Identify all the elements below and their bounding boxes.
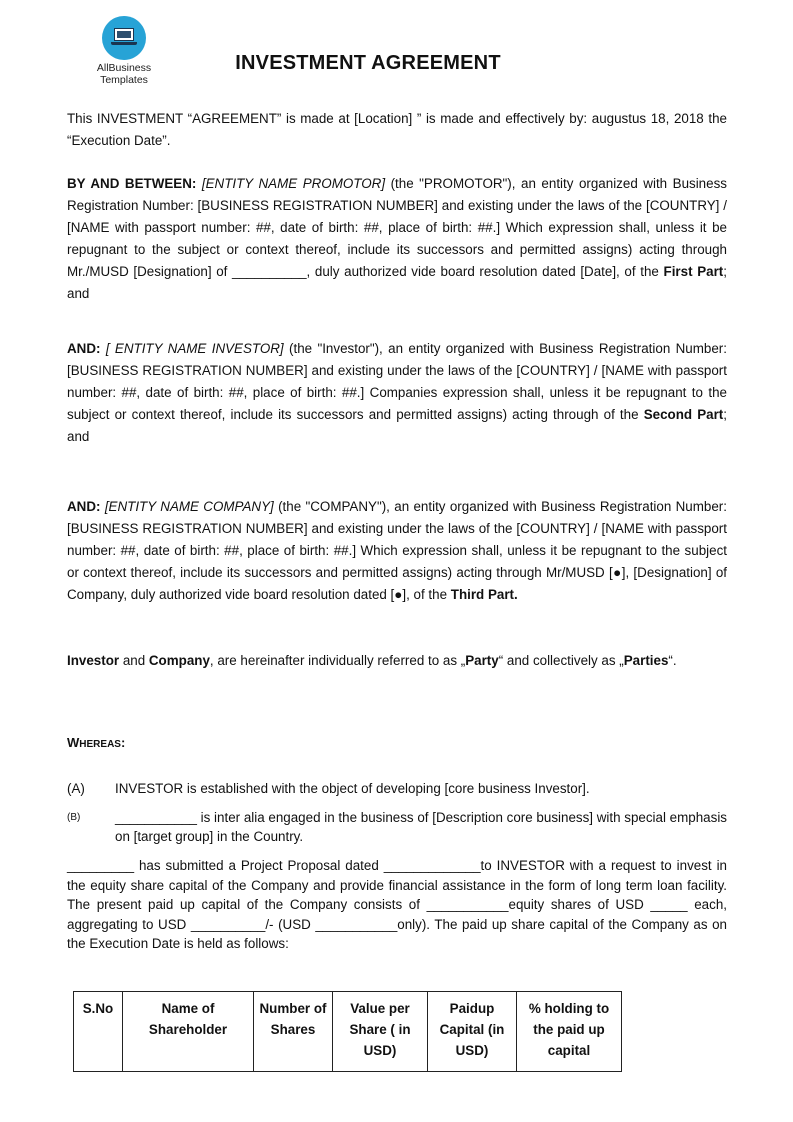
logo-line-2: Templates xyxy=(100,74,148,86)
party-tail: ; and xyxy=(67,264,727,301)
parties-definition-paragraph xyxy=(67,650,727,672)
entity-name-promotor: [ENTITY NAME PROMOTOR] xyxy=(201,176,386,191)
entity-name-investor: [ ENTITY NAME INVESTOR] xyxy=(100,341,284,356)
document-title: INVESTMENT AGREEMENT xyxy=(235,52,501,74)
intro-paragraph xyxy=(67,108,727,152)
party-lead: BY AND BETWEEN: xyxy=(67,176,197,191)
party-part: Third Part. xyxy=(450,587,518,602)
party-lead: AND: xyxy=(67,499,101,514)
recital-b-text: ___________ is inter alia engaged in the business of [Description core business] with special emphasis on [target group] in the Country. xyxy=(115,810,727,844)
project-proposal-paragraph xyxy=(67,856,727,954)
party-body: (the "PROMOTOR"), an entity organized with Business Registration Number: [BUSINESS REGISTRATION NUMBER] and existing under the laws of the [COUNTRY] / [NAME with passport number: ##, date of birth: ##, place of birth: ##.] Which expression shall, unless it be repugnant to the subject or context thereof, include its successors and permitted assigns) acting through Mr./MUSD [Designation] of __________, duly authorized vide board resolution dated [Date], of the xyxy=(67,176,727,279)
party-company-paragraph xyxy=(67,496,727,606)
party-tail: ; and xyxy=(67,407,727,444)
investor-term: Investor xyxy=(67,653,120,668)
party-investor-paragraph xyxy=(67,338,727,448)
recital-b-mark: (B) xyxy=(67,812,81,823)
logo-line-1: AllBusiness xyxy=(96,62,152,74)
shareholder-table xyxy=(73,991,622,1072)
header-sno: S.No xyxy=(74,992,123,1072)
entity-name-company: [ENTITY NAME COMPANY] xyxy=(100,499,274,514)
recital-a-mark: (A) xyxy=(67,781,85,796)
header-number-of-shares: Number of Shares xyxy=(254,992,333,1072)
party-part: First Part xyxy=(663,264,724,279)
header-paidup-capital: Paidup Capital (in USD) xyxy=(428,992,517,1072)
table-header-row xyxy=(74,992,622,1072)
header-value-per-share: Value per Share ( in USD) xyxy=(333,992,428,1072)
party-body: (the "Investor"), an entity organized with Business Registration Number: [BUSINESS REGISTRATION NUMBER] and existing under the laws of the [COUNTRY] / [NAME with passport number: ##, date of birth: ##, place of birth: ##.] Companies expression shall, unless it be repugnant to the subject or context thereof, include its successors and permitted assigns) acting through of the xyxy=(67,341,727,422)
recital-a xyxy=(67,779,727,798)
header-holding: % holding to the paid up capital xyxy=(517,992,622,1072)
company-logo xyxy=(88,16,160,86)
intro-text: This INVESTMENT “AGREEMENT” is made at [Location] ” is made and effectively by: augustus 18, 2018 the “Execution Date”. xyxy=(67,111,727,148)
parties-term: Parties xyxy=(623,653,669,668)
parties-end: “. xyxy=(668,653,677,668)
party-promotor-paragraph xyxy=(67,173,727,305)
whereas-colon: : xyxy=(120,735,126,750)
parties-mid: , are hereinafter individually referred to as „ xyxy=(209,653,466,668)
parties-and: and xyxy=(119,653,149,668)
party-term: Party xyxy=(465,653,499,668)
party-part: Second Part xyxy=(643,407,724,422)
company-term: Company xyxy=(148,653,210,668)
party-body: (the "COMPANY"), an entity organized with Business Registration Number: [BUSINESS REGISTRATION NUMBER] and existing under the laws of the [COUNTRY] / [NAME with passport number: ##, date of birth: ##, place of birth: ##.] Which expression shall, unless it be repugnant to the subject or context thereof, include its successors and permitted assigns) acting through Mr/MUSD [●], [Designation] of Company, duly authorized vide board resolution dated [●], of the xyxy=(67,499,727,602)
whereas-initial: W xyxy=(67,735,80,750)
recital-a-text: INVESTOR is established with the object of developing [core business Investor]. xyxy=(115,781,590,796)
proposal-text: _________ has submitted a Project Proposal dated _____________to INVESTOR with a request to invest in the equity share capital of the Company and provide financial assistance in the form of long term loan facility. The present paid up capital of the Company consists of ___________equity shares of USD _____ each, aggregating to USD __________/- (USD ___________only). The paid up share capital of the Company as on the Execution Date is held as follows: xyxy=(67,858,727,952)
whereas-heading xyxy=(67,732,727,756)
header-name: Name of Shareholder xyxy=(123,992,254,1072)
whereas-rest: HEREAS xyxy=(79,739,121,750)
recital-b xyxy=(67,808,727,846)
parties-mid2: “ and collectively as „ xyxy=(498,653,624,668)
party-lead: AND: xyxy=(67,341,101,356)
